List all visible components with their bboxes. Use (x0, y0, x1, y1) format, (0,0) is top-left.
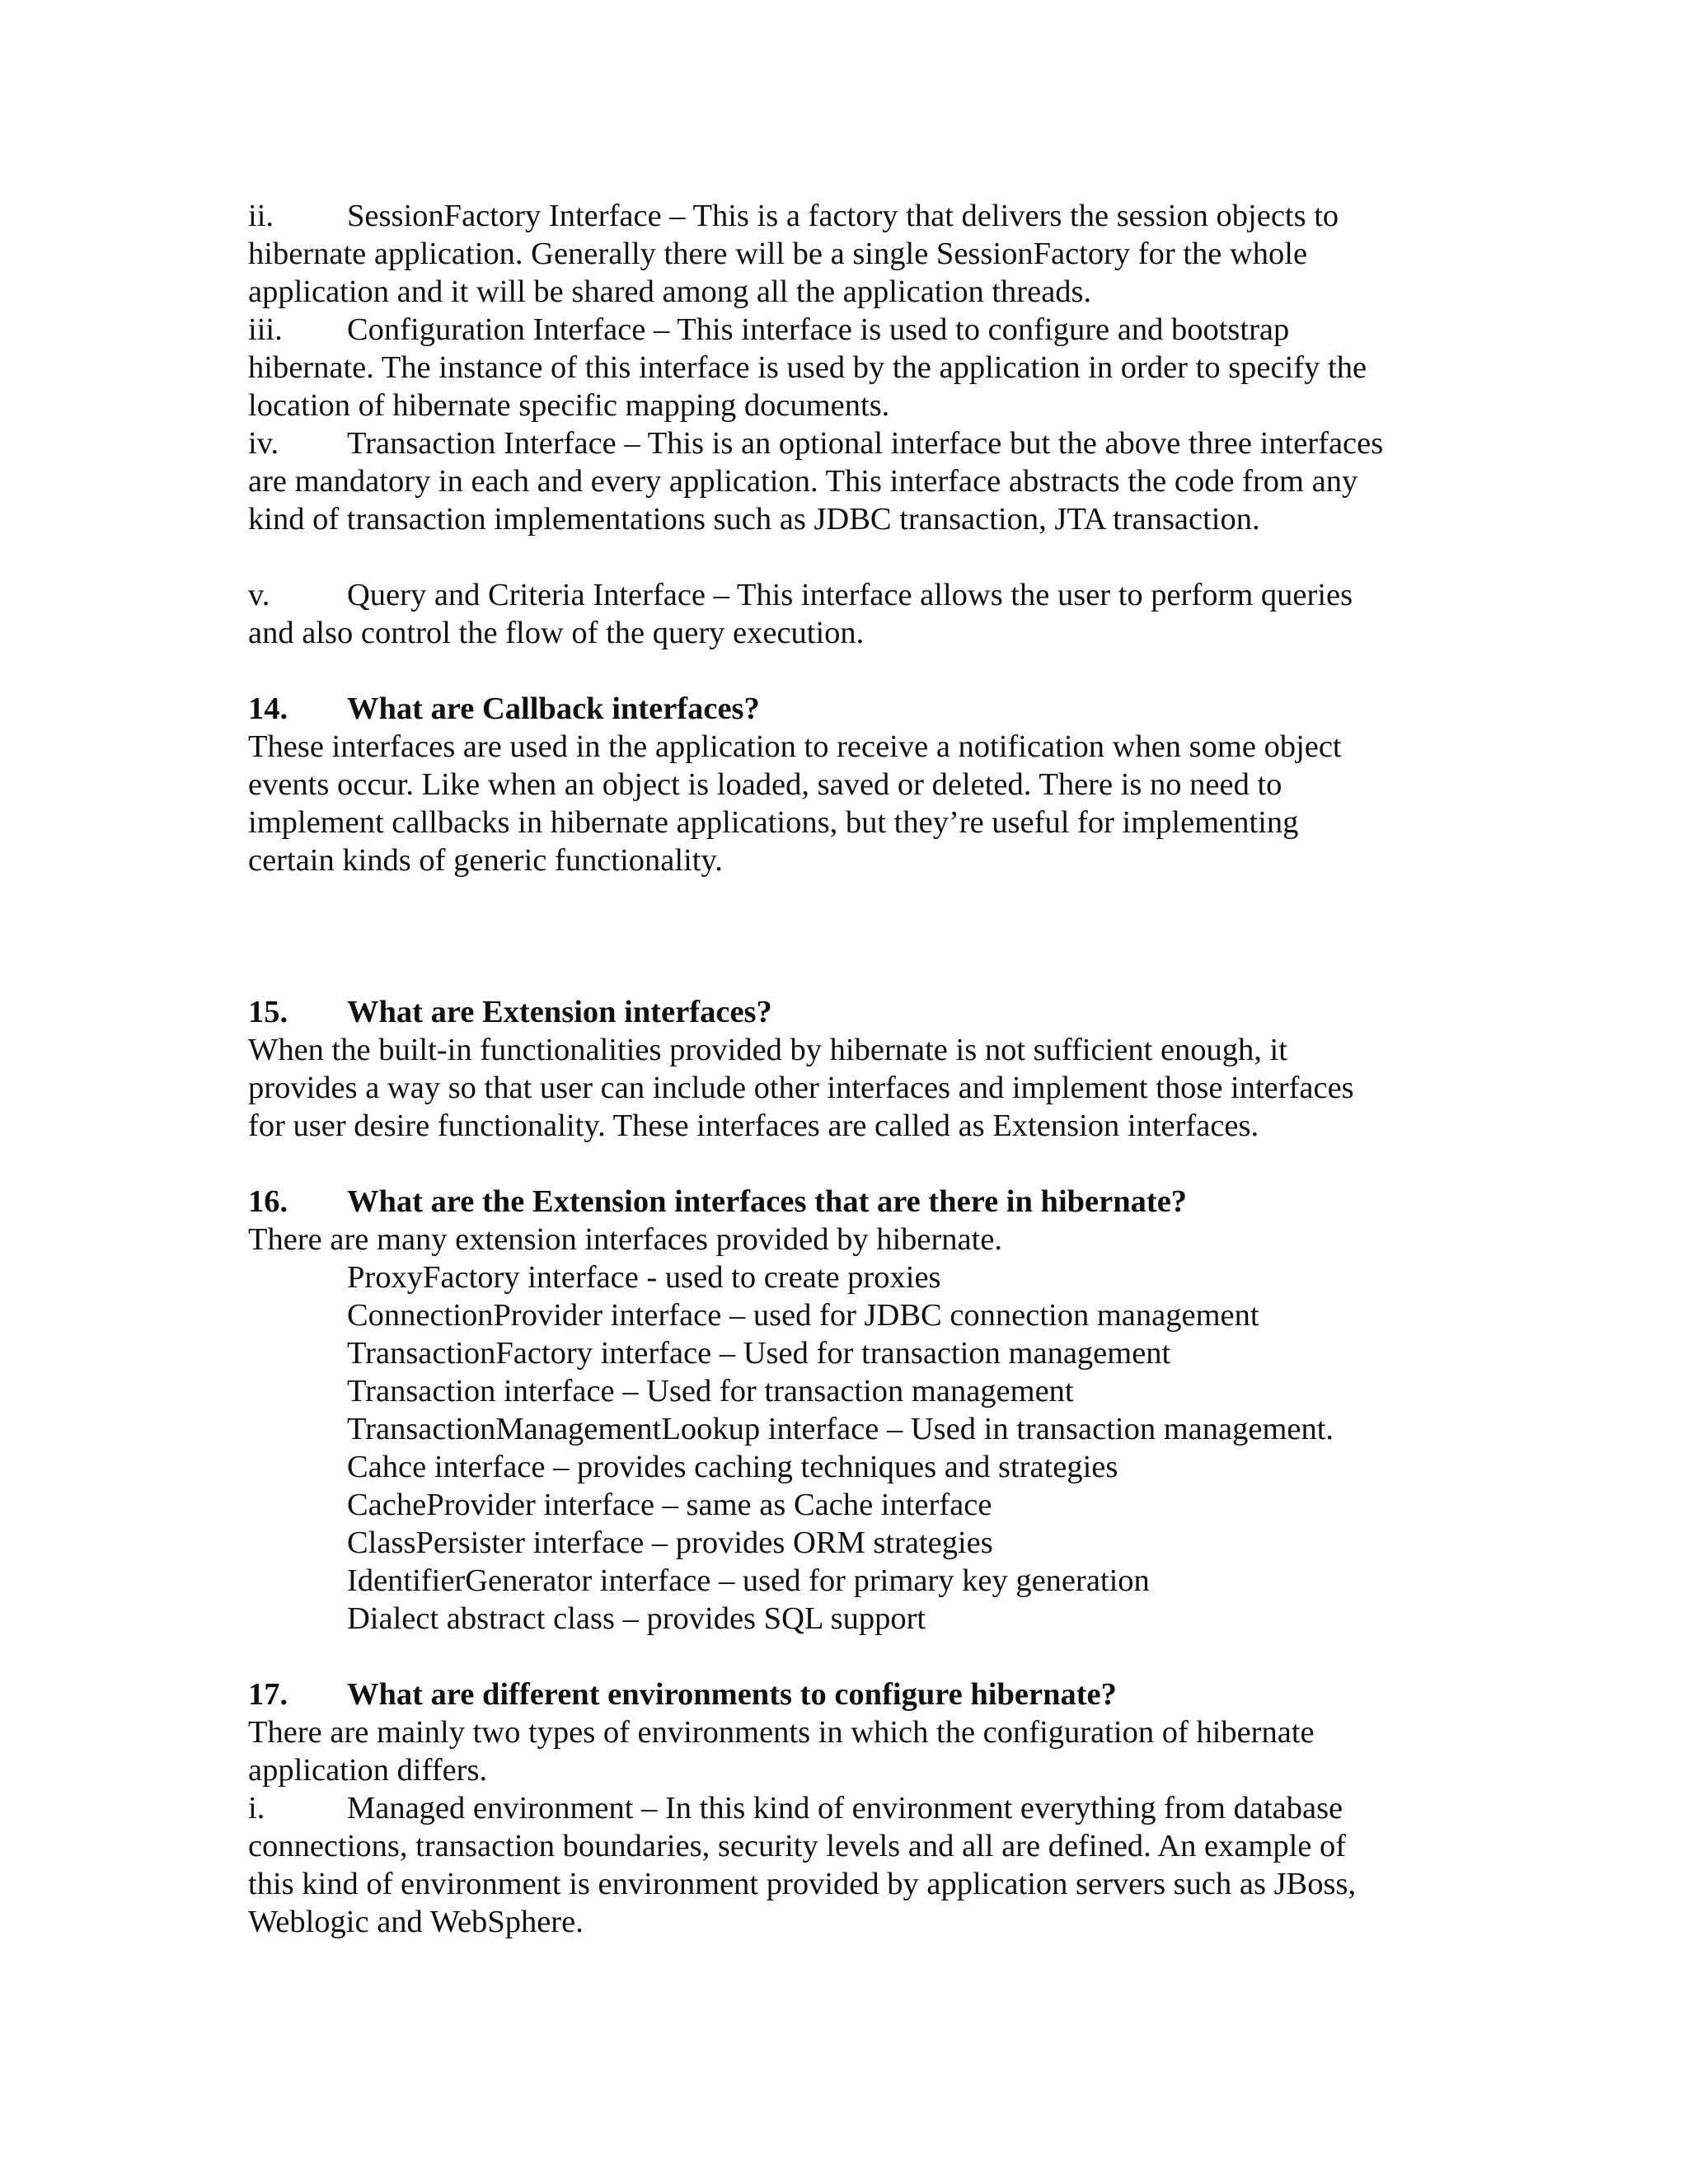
item-iv-line-1: iv. Transaction Interface – This is an optional interface but the above three interfaces (248, 426, 1384, 461)
list-item: ConnectionProvider interface – used for JDBC connection management (347, 1298, 1259, 1333)
list-item: Dialect abstract class – provides SQL support (347, 1601, 926, 1636)
list-item: Transaction interface – Used for transaction management (347, 1374, 1074, 1408)
section-17-heading: 17. What are different environments to configure hibernate? (248, 1677, 1117, 1712)
list-item: TransactionFactory interface – Used for transaction management (347, 1336, 1171, 1371)
section-17-item-line-4: Weblogic and WebSphere. (248, 1905, 584, 1939)
item-ii-line-1: ii. SessionFactory Interface – This is a factory that delivers the session objects to (248, 199, 1339, 233)
section-14-heading: 14. What are Callback interfaces? (248, 691, 760, 726)
section-15-heading: 15. What are Extension interfaces? (248, 995, 772, 1029)
section-14-line-3: implement callbacks in hibernate applications, but they’re useful for implementing (248, 805, 1299, 840)
section-17-item-line-1: i. Managed environment – In this kind of environment everything from database (248, 1791, 1343, 1825)
item-iii-line-2: hibernate. The instance of this interface is used by the application in order to specify the (248, 350, 1367, 385)
section-17-line-2: application differs. (248, 1753, 488, 1788)
section-14-line-2: events occur. Like when an object is loaded, saved or deleted. There is no need to (248, 767, 1282, 802)
item-v-line-1: v. Query and Criteria Interface – This interface allows the user to perform queries (248, 578, 1353, 612)
item-iii-line-3: location of hibernate specific mapping documents. (248, 388, 890, 423)
section-15-line-2: provides a way so that user can include other interfaces and implement those interfaces (248, 1071, 1354, 1105)
item-iv-line-2: are mandatory in each and every application. This interface abstracts the code from any (248, 464, 1358, 499)
item-ii-line-3: application and it will be shared among all the application threads. (248, 274, 1092, 309)
section-15-line-3: for user desire functionality. These interfaces are called as Extension interfaces. (248, 1108, 1259, 1143)
list-item: TransactionManagementLookup interface – Used in transaction management. (347, 1412, 1334, 1446)
item-iii-line-1: iii. Configuration Interface – This interface is used to configure and bootstrap (248, 312, 1290, 347)
section-14-line-4: certain kinds of generic functionality. (248, 843, 723, 878)
item-v-line-2: and also control the flow of the query execution. (248, 616, 865, 650)
list-item: IdentifierGenerator interface – used for primary key generation (347, 1563, 1150, 1598)
section-14-line-1: These interfaces are used in the application to receive a notification when some object (248, 729, 1342, 764)
section-17-item-line-3: this kind of environment is environment provided by application servers such as JBoss, (248, 1867, 1357, 1901)
section-16-heading: 16. What are the Extension interfaces that are there in hibernate? (248, 1184, 1188, 1219)
list-item: Cahce interface – provides caching techniques and strategies (347, 1450, 1118, 1484)
section-17-line-1: There are mainly two types of environments in which the configuration of hibernate (248, 1715, 1315, 1750)
list-item: ProxyFactory interface - used to create proxies (347, 1260, 941, 1295)
section-15-line-1: When the built-in functionalities provided by hibernate is not sufficient enough, it (248, 1033, 1287, 1067)
list-item: ClassPersister interface – provides ORM strategies (347, 1526, 993, 1560)
section-17-item-line-2: connections, transaction boundaries, security levels and all are defined. An example of (248, 1829, 1347, 1863)
item-iv-line-3: kind of transaction implementations such as JDBC transaction, JTA transaction. (248, 502, 1260, 537)
list-item: CacheProvider interface – same as Cache interface (347, 1488, 992, 1522)
item-ii-line-2: hibernate application. Generally there will be a single SessionFactory for the whole (248, 237, 1308, 271)
section-16-intro: There are many extension interfaces provided by hibernate. (248, 1222, 1003, 1257)
